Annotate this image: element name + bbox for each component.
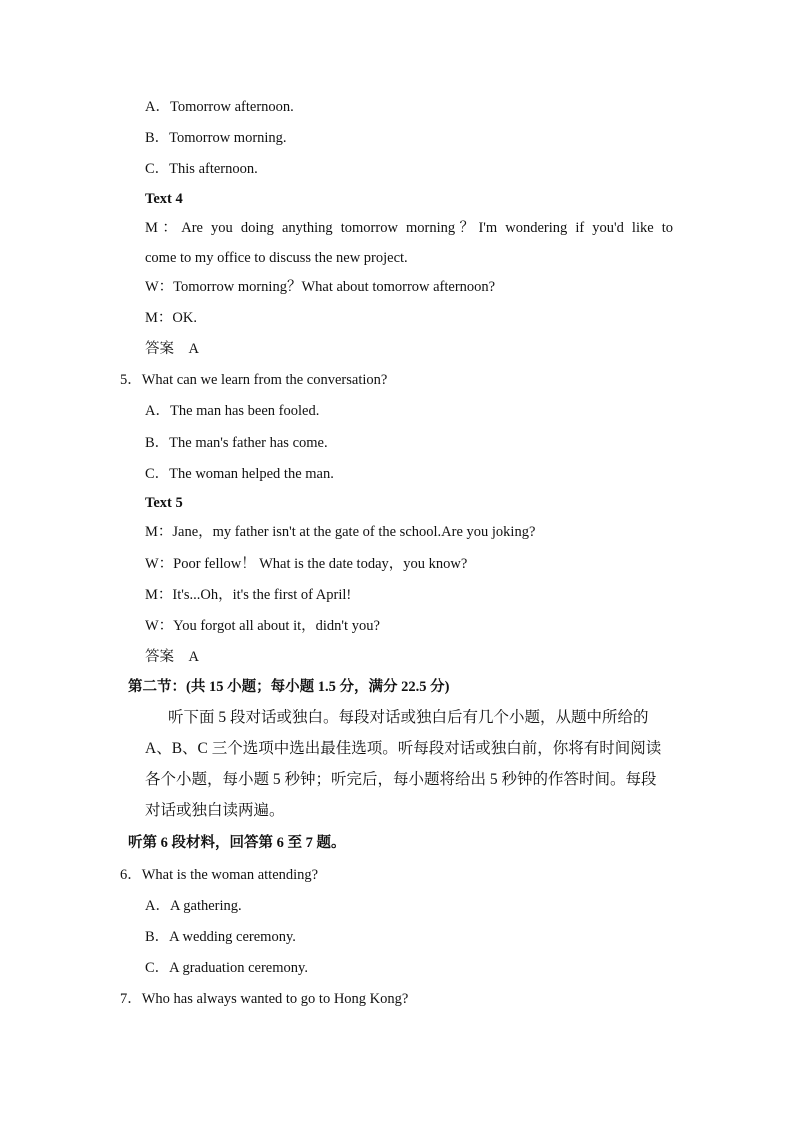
text5-line-1: M：Jane，my father isn't at the gate of the school.Are you joking? xyxy=(145,524,536,540)
section2-instruction-4: 对话或独白读两遍。 xyxy=(145,802,285,819)
text5-line-2: W：Poor fellow！ What is the date today，you know? xyxy=(145,556,468,572)
section2-instruction-2: A、B、C 三个选项中选出最佳选项。听每段对话或独白前，你将有时间阅读 xyxy=(145,740,662,757)
q5-option-c: C．The woman helped the man. xyxy=(145,466,334,482)
q5-question: 5．What can we learn from the conversation? xyxy=(120,372,388,388)
text4-line-2: come to my office to discuss the new project. xyxy=(145,250,408,266)
section2-title: 第二节：(共 15 小题；每小题 1.5 分，满分 22.5 分) xyxy=(128,679,450,695)
text5-answer: 答案 A xyxy=(145,649,199,665)
text4-answer: 答案 A xyxy=(145,341,199,357)
material-heading: 听第 6 段材料，回答第 6 至 7 题。 xyxy=(128,835,346,851)
text4-line-4: M：OK. xyxy=(145,310,197,326)
section2-instruction-1: 听下面 5 段对话或独白。每段对话或独白后有几个小题，从题中所给的 xyxy=(168,709,649,726)
q5-option-b: B．The man's father has come. xyxy=(145,435,328,451)
text4-line-3: W：Tomorrow morning？What about tomorrow afternoon? xyxy=(145,279,496,295)
q6-option-c: C．A graduation ceremony. xyxy=(145,960,308,976)
q7-question: 7．Who has always wanted to go to Hong Kong? xyxy=(120,991,409,1007)
q6-option-a: A．A gathering. xyxy=(145,898,242,914)
q4-option-b: B．Tomorrow morning. xyxy=(145,130,287,146)
section2-instruction-3: 各个小题，每小题 5 秒钟；听完后，每小题将给出 5 秒钟的作答时间。每段 xyxy=(145,771,657,788)
text5-line-4: W：You forgot all about it，didn't you? xyxy=(145,618,380,634)
q4-option-c: C．This afternoon. xyxy=(145,161,258,177)
text4-heading: Text 4 xyxy=(145,191,183,207)
text5-line-3: M：It's...Oh，it's the first of April! xyxy=(145,587,352,603)
q6-question: 6．What is the woman attending? xyxy=(120,867,319,883)
q4-option-a: A．Tomorrow afternoon. xyxy=(145,99,294,115)
q5-option-a: A．The man has been fooled. xyxy=(145,403,320,419)
text4-line-1: M：Are you doing anything tomorrow morning？I'm wondering if you'd like to xyxy=(145,220,673,236)
q6-option-b: B．A wedding ceremony. xyxy=(145,929,296,945)
text5-heading: Text 5 xyxy=(145,495,183,511)
